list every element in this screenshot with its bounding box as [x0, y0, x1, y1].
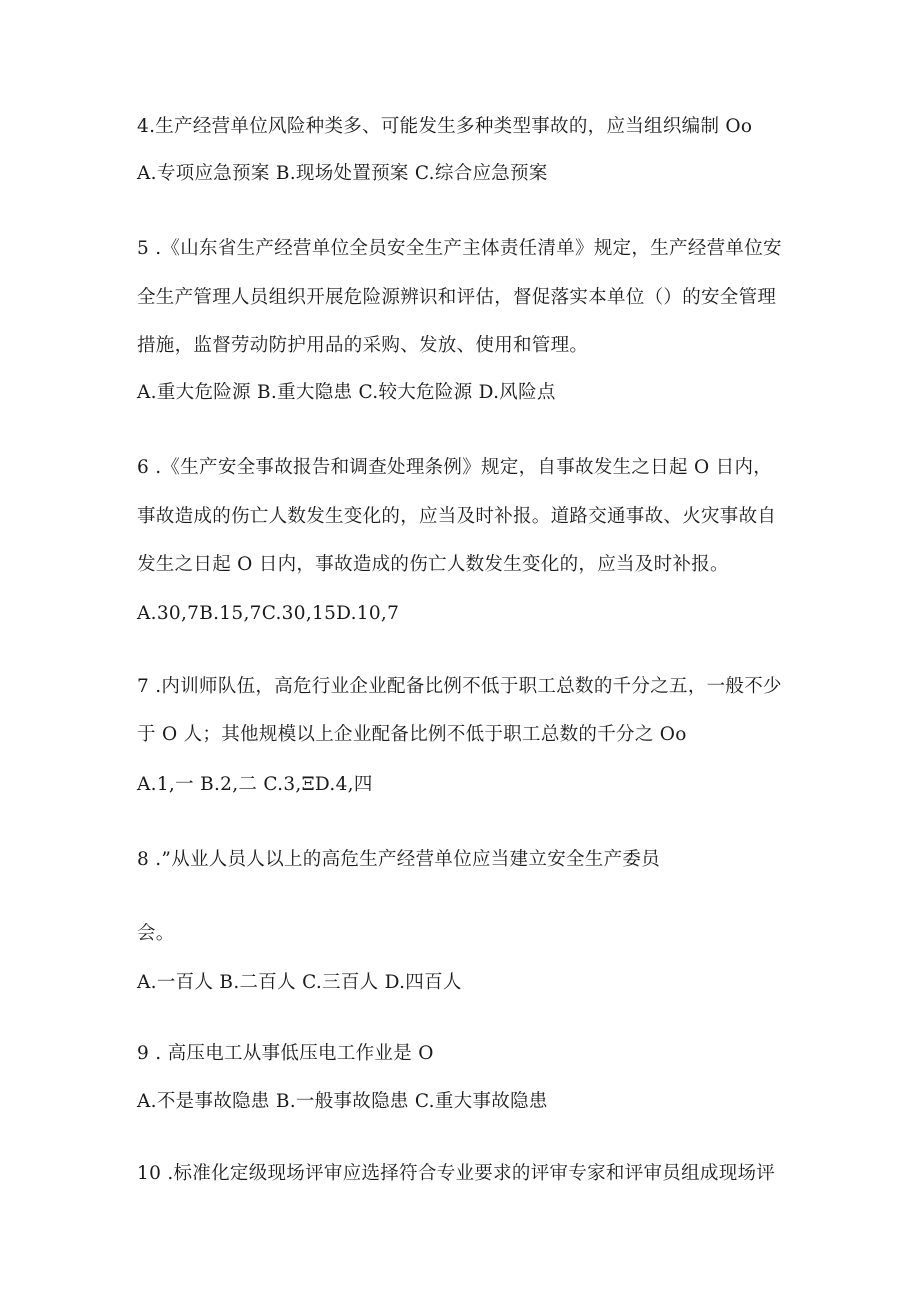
question-8-text-line-2: 会。: [137, 923, 175, 944]
question-6-text-line-3: 发生之日起 O 日内，事故造成的伤亡人数发生变化的，应当及时补报。: [137, 554, 729, 575]
question-6-text-line-1: 6 .《生产安全事故报告和调查处理条例》规定，自事故发生之日起 O 日内，: [137, 457, 773, 478]
question-10-text: 10 .标准化定级现场评审应选择符合专业要求的评审专家和评审员组成现场评: [137, 1163, 776, 1184]
question-9-text: 9 . 高压电工从事低压电工作业是 O: [137, 1043, 434, 1064]
question-4-options: A.专项应急预案 B.现场处置预案 C.综合应急预案: [137, 163, 548, 184]
question-8-options: A.一百人 B.二百人 C.三百人 D.四百人: [137, 972, 462, 993]
question-9-options: A.不是事故隐患 B.一般事故隐患 C.重大事故隐患: [137, 1091, 548, 1112]
question-5-text-line-1: 5 .《山东省生产经营单位全员安全生产主体责任清单》规定，生产经营单位安: [137, 238, 782, 259]
question-7-options: A.1,一 B.2,二 C.3,ΞD.4,四: [137, 774, 373, 795]
question-8-text-line-1: 8 .”从业人员人以上的高危生产经营单位应当建立安全生产委员: [137, 849, 660, 870]
question-4-text: 4.生产经营单位风险种类多、可能发生多种类型事故的，应当组织编制 Oo: [137, 116, 753, 137]
question-7-text-line-2: 于 O 人；其他规模以上企业配备比例不低于职工总数的千分之 Oo: [137, 724, 687, 745]
question-5-text-line-3: 措施，监督劳动防护用品的采购、发放、使用和管理。: [137, 335, 589, 356]
question-6-text-line-2: 事故造成的伤亡人数发生变化的，应当及时补报。道路交通事故、火灾事故自: [137, 506, 777, 527]
question-5-options: A.重大危险源 B.重大隐患 C.较大危险源 D.风险点: [137, 382, 556, 403]
question-7-text-line-1: 7 .内训师队伍，高危行业企业配备比例不低于职工总数的千分之五，一般不少: [137, 676, 782, 697]
question-6-options: A.30,7B.15,7C.30,15D.10,7: [137, 603, 400, 624]
question-5-text-line-2: 全生产管理人员组织开展危险源辨识和评估，督促落实本单位（）的安全管理: [137, 287, 777, 308]
